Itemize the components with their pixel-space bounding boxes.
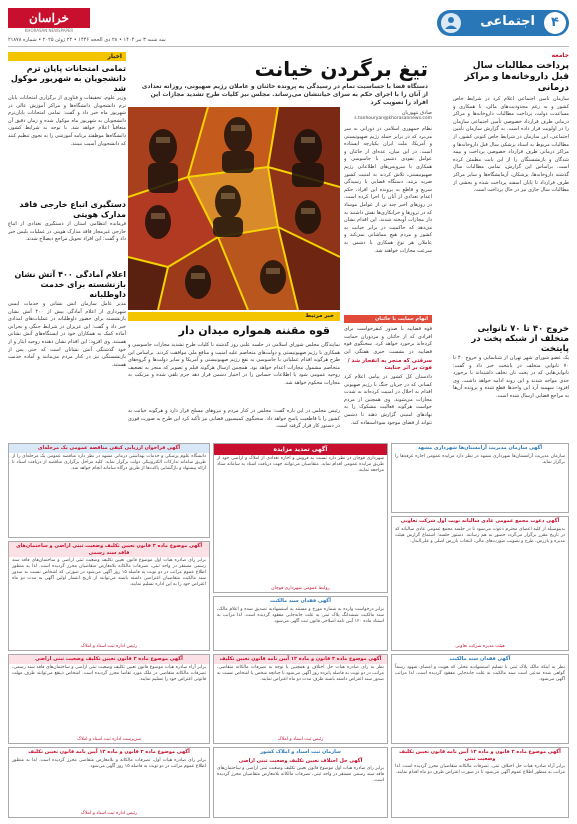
page-number: ۴	[544, 12, 566, 34]
kicker-label: جامعه	[551, 52, 569, 59]
ad-article3-d: آگهی موضوع ماده ۳ قانون و ماده ۱۳ آیین نامه قانون تعیین تکلیف برابر رای صادره هیات اول، تصرفات مالکانه و بلامعارض متقاضی محرز گردیده است. لذا به منظور اطلاع عموم مراتب در دو نوبت به فاصله ۱۵ روز آگهی می‌شود. رئیس اداره ثبت اسناد و املاک	[8, 747, 210, 818]
collage-image	[128, 107, 340, 310]
byline	[344, 110, 432, 121]
body-exams: وزیر علوم، تحقیقات و فناوری از برگزاری امتحانات پایان ترم دانشجویان دانشگاه‌ها و مراکز آموزش عالی در شهریور ماه خبر داد و گفت: تمامی امتحانات پایان‌ترم دانشجویان به شهریور ماه موکول شده و زمان دقیق آن متعاقباً اعلام خواهد شد. با توجه به شرایط کشور، دانشگاه‌ها موظفند برنامه آموزشی را به نحوی تنظیم کنند که دانشجویان آسیب نبینند.	[8, 95, 126, 147]
people-icon	[441, 13, 461, 33]
ad-cemeteries: آگهی سازمان مدیریت آرامستان‌ها شهرداری مشهد سازمان مدیریت آرامستان‌ها شهرداری مشهد در نظر دارد مزایده عمومی اجاره غرفه‌ها را برگزار نماید.	[391, 443, 569, 513]
sub-body-continued: رئیس مجلس در این باره گفت: مجلس در کنار مردم و نیروهای مسلح قرار دارد و هرگونه خیانت به کشور را با قاطعیت پاسخ خواهد داد. سخنگوی کمیسیون قضایی نیز تأکید کرد این طرح به صورت فوری در دستور کار قرار گرفته است.	[128, 408, 340, 430]
related-news-bar	[128, 312, 340, 321]
headline-firefighters: اعلام آمادگی ۴۰۰ آتش نشان بازنشسته برای خدمت داوطلبانه	[14, 270, 126, 299]
side-body: قوه قضاییه با صدور کیفرخواست برای افرادی که از خائنان و مزدوران حمایت کرده‌اند برخورد خواهد کرد. سخنگوی قوه قضاییه در نشست خبری هفتگی این	[344, 326, 432, 355]
header-divider	[8, 46, 569, 47]
right-column	[453, 52, 569, 440]
newspaper-logo: خراسان KHORASAN NEWSPAPER	[8, 8, 90, 34]
side-subhead: سرقتی که منجر به انفجار شد / فوت بر اثر جنایت	[347, 358, 432, 371]
news-bar	[8, 52, 126, 61]
body-bakeries: یک عضو شورای شهر تهران از شناسایی و خروج ۴۰ تا ۷۰ نانوایی متخلف در پایتخت خبر داد و گفت: نانوایی‌هایی که در پخت نان تخلف داشته‌اند با برخورد جدی مواجه شدند و این روند ادامه خواهد داشت. وی افزود: سهمیه آرد این واحدها قطع شده و پرونده آن‌ها به مراجع قضایی ارسال شده است.	[453, 355, 569, 399]
main-lead: دستگاه قضا با حساسیت تمام در رسیدگی به پرونده خائنان و عاملان رژیم صهیونی، روزانه تعدادی از آنان را با اجرای حکم به سزای خیانتشان می‌رساند. مجلس نیز کلیات طرح تشدید مجازات این افراد را تصویب کرد	[141, 83, 428, 106]
ad-article3-b: آگهی موضوع ماده ۳ قانون تعیین تکلیف وضعیت ثبتی اراضی برابر آراء صادره هیات موضوع قانون تعیین تکلیف وضعیت ثبتی اراضی و ساختمان‌های فاقد سند رسمی، تصرفات مالکانه متقاضی در ملک مورد تقاضا محرز گردیده است. اشخاص ذینفع می‌توانند ظرف مهلت قانونی اعتراض خود را تسلیم نمایند. سرپرست اداره ثبت اسناد و املاک	[8, 654, 210, 744]
ads-section	[8, 443, 569, 818]
related-news-label: خبر مرتبط	[305, 313, 334, 319]
dateline: سه شنبه ۳ تیر ۱۴۰۴ • ۲۸ ذی الحجه ۱۴۴۶ • ۲۴ ژوئن ۲۰۲۵ • شماره ۲۱۸۷۸	[8, 37, 166, 43]
ad-lost-deed-b: آگهی فقدان سند مالکیت نظر به اینکه مالک پلاک ثبتی با تسلیم استشهادیه محلی که هویت و امضای شهود رسماً گواهی شده مدعی است سند مالکیت به علت جابه‌جایی مفقود گردیده است، لذا مراتب آگهی می‌شود.	[391, 654, 569, 744]
left-column	[8, 52, 126, 440]
body-firefighters: مدیر عامل سازمان آتش نشانی و خدمات ایمنی شهرداری از اعلام آمادگی بیش از ۴۰۰ آتش نشان بازنشسته برای حضور داوطلبانه در عملیات‌های امدادی خبر داد و گفت: این عزیزان در شرایط جنگی و بحرانی آماده کمک به همکاران خود در ایستگاه‌های آتش نشانی هستند. وی افزود: این اقدام نشان دهنده روحیه ایثار و از خود گذشتگی آتش نشانان است که حتی پس از بازنشستگی نیز در کنار مردم می‌مانند و آماده خدمت هستند.	[8, 301, 126, 368]
page-header	[0, 0, 577, 48]
section-title: اجتماعی	[480, 14, 535, 29]
side-body-continued: دادستان کل کشور در پیامی اعلام کرد کسانی که در جریان جنگ با رژیم صهیونی اقدام به اخلال در امنیت کرده‌اند به شدت مجازات می‌شوند. وی همچنین از مردم خواست هرگونه فعالیت مشکوک را به نهادهای امنیتی گزارش دهند تا دشمن نتواند از فضای موجود سوءاستفاده کند.	[344, 374, 432, 426]
center-story	[128, 52, 440, 440]
headline-bakeries: خروج ۴۰ تا ۷۰ تانوایی متخلف از شبکه پخت در پایتخت	[471, 324, 569, 354]
ad-article3-e: آگهی موضوع ماده ۳ قانون و ماده ۱۳ آیین نامه قانون تعیین تکلیف وضعیت ثبتی برابر آراء صادره هیات حل اختلاف ثبتی، تصرفات مالکانه متقاضیان محرز گردیده است. لذا مراتب به منظور اطلاع عموم آگهی می‌شود تا در صورت اعتراض ظرف دو ماه اقدام نمایند.	[391, 747, 569, 818]
author-name: صادق تنهوریان	[401, 110, 432, 116]
main-headline: تیغ برگردن خیانت	[254, 57, 428, 81]
ad-auction-extension: آگهی تمدید مزایده شهرداری قوچان در نظر دارد نسبت به فروش و اجاره تعدادی از املاک و اراضی خود از طریق مزایده عمومی اقدام نماید. متقاضیان می‌توانند جهت دریافت اسناد به سامانه ستاد مراجعه نمایند. روابط عمومی شهرداری قوچان	[213, 443, 388, 593]
author-email[interactable]: s.tanhouryan@khorasannews.com	[354, 116, 432, 121]
section-pill	[437, 10, 569, 36]
ad-tender-university: آگهی فراخوان ارزیابی کیفی مناقصه عمومی یک مرحله‌ای دانشگاه علوم پزشکی و خدمات بهداشتی درمانی مشهد در نظر دارد مناقصه عمومی یک مرحله‌ای را از طریق سامانه تدارکات الکترونیکی دولت برگزار نماید. کلیه مراحل برگزاری مناقصه از دریافت اسناد تا ارائه پیشنهاد و بازگشایی پاکت‌ها از طریق درگاه سامانه انجام خواهد شد.	[8, 443, 210, 538]
side-red-label: اتهام حمایت با خائنان	[375, 316, 428, 322]
main-body: نظام جمهوری اسلامی در دورانی به سر می‌برد که در برابر حمله رژیم صهیونیستی و آمریکا، ملت ایران یکپارچه ایستاده است. در این میان، عده‌ای از خائنان و عوامل نفوذی دشمن با جاسوسی و همکاری با سرویس‌های اطلاعاتی رژیم صهیونیستی، تلاش کردند به امنیت کشور ضربه بزنند. دستگاه قضایی با رسیدگی سریع و قاطع به پرونده این افراد، حکم اعدام تعدادی از آنان را اجرا کرده است. در روزهای اخیر چند تن از عوامل موساد که در ترورها و خرابکاری‌ها نقش داشتند به دار مجازات آویخته شدند. این اقدام نشان می‌دهد که حاکمیت در برابر خیانت به کشور و مردم هیچ مماشاتی نمی‌کند و عاملان هر نوع همکاری با دشمن به سرعت مجازات خواهند شد.	[344, 126, 432, 254]
ad-article3-c: آگهی موضوع ماده ۳ قانون و ماده ۱۳ آیین نامه قانون تعیین تکلیف نظر به رای صادره هیات حل اختلاف و همچنین با توجه به تصرفات مالکانه متقاضی، مراتب در دو نوبت به فاصله پانزده روز آگهی می‌شود تا چنانچه شخص یا اشخاص نسبت به صدور سند اعتراض داشته باشند ظرف مدت دو ماه اعتراض نمایند. رئیس ثبت اسناد و املاک	[213, 654, 388, 744]
side-red-bar	[344, 315, 432, 323]
news-bar-label: اخبار	[107, 53, 122, 60]
collage-photo	[128, 107, 340, 310]
body-pharmacy: سازمان تأمین اجتماعی اعلام کرد در شرایط خاص کشور و به رغم محدودیت‌های مالی، با همکاری و مساعدت دولت، پرداخت مطالبات داروخانه‌ها و مراکز درمانی طرف قرارداد خصوصی تأمین اجتماعی سازمان را در اولویت قرار داده است. به گزارش سازمان تأمین اجتماعی، این سازمان در شرایط خاص کنونی کشور، از مطالبات مربوط به اسناد پزشکی سال قبل داروخانه‌ها و مراکز درمانی طرف قرارداد خصوصی پرداخت و بیمه شدگان و بازنشستگان را از این بابت مطمئن کرده است. براساس این گزارش، تمامی مطالبات سال گذشته داروخانه‌ها، پزشکان، آزمایشگاه‌ها و سایر مراکز طرف قرارداد تا پایان اسفند پرداخت شده و بخشی از مطالبات سال جاری نیز در حال پرداخت است.	[453, 96, 569, 194]
headline-pharmacy: پرداخت مطالبات سال قبل داروخانه‌ها و مراکز درمانی	[464, 61, 569, 93]
headline-arrests: دستگیری اتباع خارجی فاقد مدارک هویتی	[19, 200, 126, 219]
body-arrests: فرمانده انتظامی استان از دستگیری تعدادی از اتباع خارجی غیرمجاز فاقد مدارک هویتی در عملیات پلیس خبر داد و گفت: این افراد تحویل مراجع ذیصلاح شدند.	[8, 221, 126, 243]
ad-lost-deed-a: آگهی فقدان سند مالکیت برابر درخواست وارده به شماره مورخ و مستند به استشهادیه تصدیق شده و اعلام مالک، سند مالکیت ششدانگ پلاک ثبتی به علت جابه‌جایی مفقود گردیده است. لذا مراتب به استناد ماده ۱۲۰ آیین نامه اصلاحی قانون ثبت آگهی می‌شود.	[213, 596, 388, 651]
ad-cooperative-meeting: آگهی دعوت مجمع عمومی عادی سالیانه نوبت اول شرکت تعاونی بدینوسیله از کلیه اعضای محترم دعوت می‌شود تا در جلسه مجمع عمومی عادی سالیانه که در تاریخ مقرر برگزار می‌گردد حضور به هم رسانند. دستور جلسه: استماع گزارش هیئت مدیره و بازرس، طرح و تصویب صورت‌های مالی، انتخاب بازرس اصلی و علی‌البدل. هیئت مدیره شرکت تعاونی	[391, 516, 569, 651]
sub-headline: قوه مقننه همواره میدان دار	[178, 324, 330, 337]
sub-body: نمایندگان مجلس شورای اسلامی در جلسه علنی روز گذشته با کلیات طرح تشدید مجازات جاسوسی و همکاری با رژیم صهیونیستی و دولت‌های متخاصم علیه امنیت و منافع ملی موافقت کردند. براساس این طرح هرگونه اقدام عملیاتی یا جاسوسی به نفع رژیم صهیونیستی و آمریکا و سایر دولت‌ها و گروه‌های متخاصم مشمول مجازات اعدام خواهد بود. همچنین ارسال هرگونه فیلم و تصویر که منجر به تضعیف روحیه عمومی شود یا اطلاعات حساس را در اختیار دشمن قرار دهد جرم تلقی شده و مرتکب به مجازات محکوم خواهد شد.	[128, 342, 340, 386]
headline-exams: تمامی امتحانات پایان ترم دانشجویان به شهریور موکول شد	[10, 64, 126, 93]
ad-article3-a: آگهی موضوع ماده ۳ قانون تعیین تکلیف وضعیت ثبتی اراضی و ساختمان‌های فاقد سند رسمی برابر رای صادره هیات اول موضوع قانون تعیین تکلیف وضعیت ثبتی اراضی و ساختمان‌های فاقد سند رسمی مستقر در واحد ثبتی، تصرفات مالکانه بلامعارض متقاضیان محرز گردیده است. لذا به منظور اطلاع عموم مراتب در دو نوبت به فاصله ۱۵ روز آگهی می‌شود در صورتی که اشخاص نسبت به صدور سند مالکیت متقاضیان اعتراضی داشته باشند می‌توانند از تاریخ انتشار اولین آگهی به مدت دو ماه اعتراض خود را به این اداره تسلیم نمایند. رئیس اداره ثبت اسناد و املاک	[8, 541, 210, 651]
ad-registry-org: سازمان ثبت اسناد و املاک کشور آگهی حل اختلاف تعیین تکلیف وضعیت ثبتی اراضی برابر رای صادره هیات اول موضوع قانون تعیین تکلیف وضعیت ثبتی اراضی و ساختمان‌های فاقد سند رسمی مستقر در واحد ثبتی، تصرفات مالکانه بلامعارض متقاضیان محرز گردیده است.	[213, 747, 388, 818]
